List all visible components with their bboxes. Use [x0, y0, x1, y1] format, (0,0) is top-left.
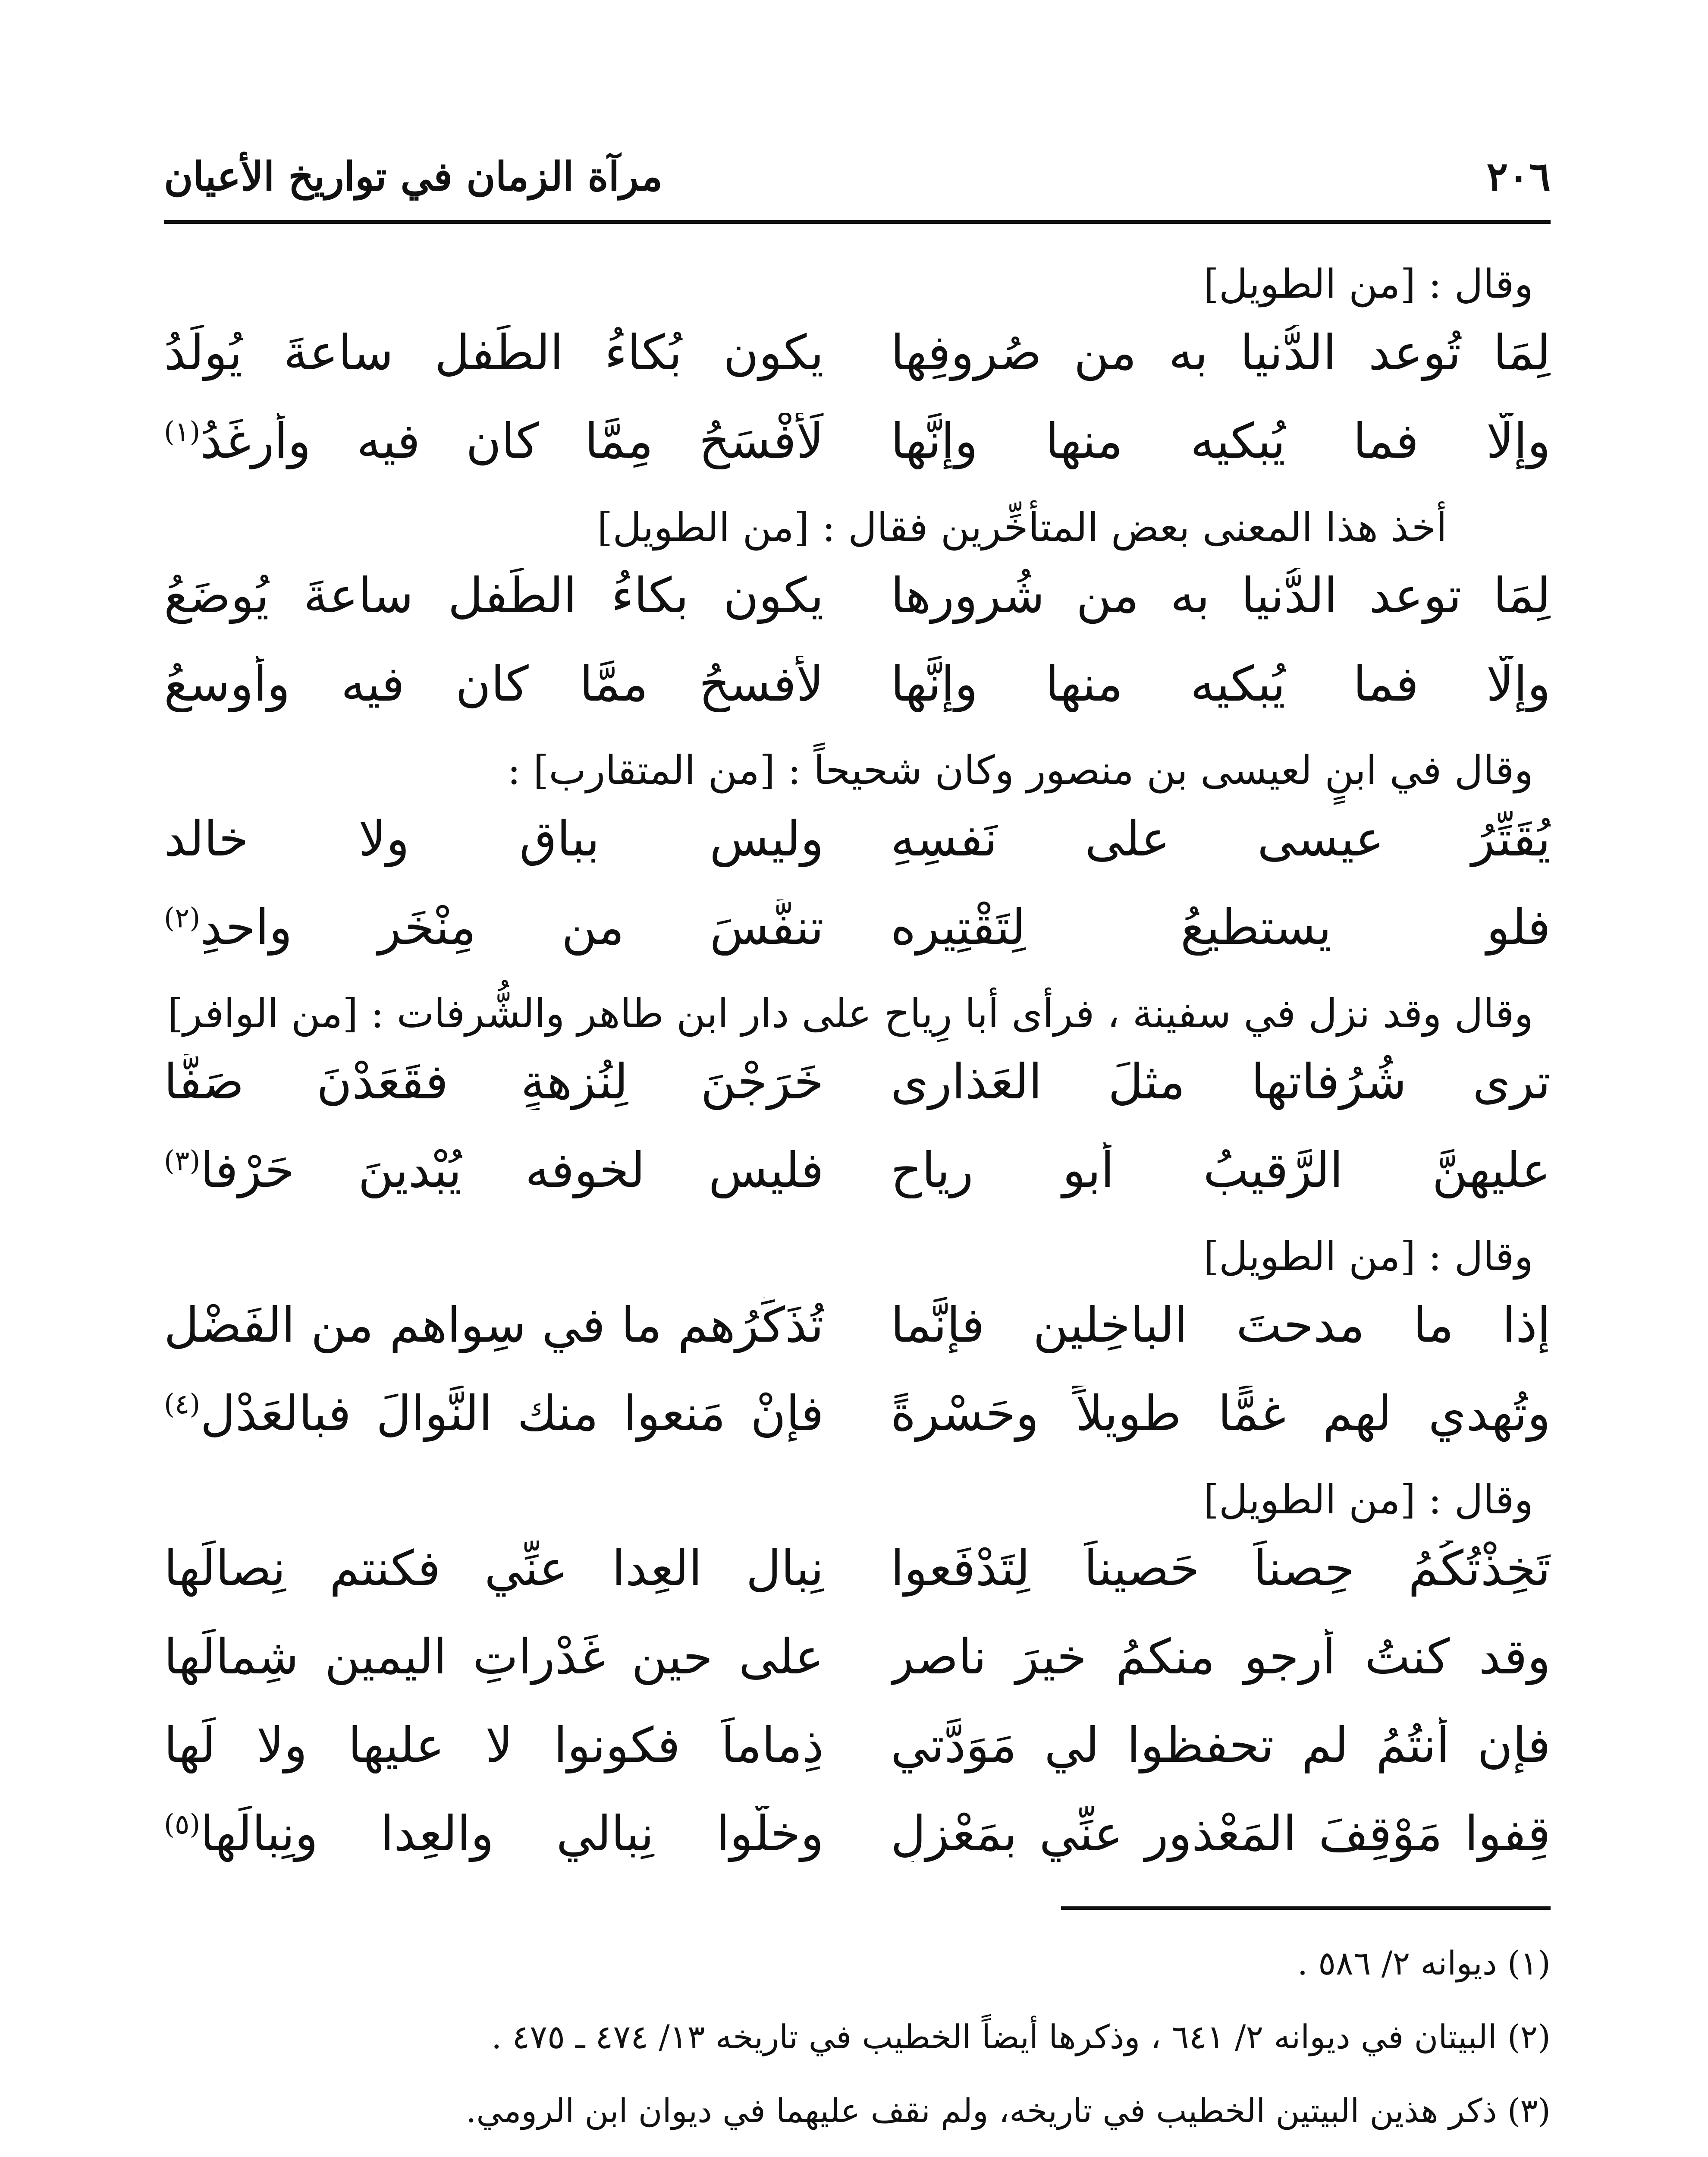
verse-line [164, 1297, 1551, 1386]
verse-first-hemistich: تَخِذْتُكُمُ حِصناً حَصيناً لِتَدْفَعوا [891, 1540, 1551, 1597]
poem-intro: وقال في ابنٍ لعيسى بن منصور وكان شحيحاً : [من المتقارب] : [507, 747, 1533, 794]
verse-second-hemistich [164, 656, 824, 712]
verse-first-hemistich: فإن أنتُمُ لم تحفظوا لي مَوَدَّتي [891, 1717, 1551, 1773]
verse-line [164, 1541, 1551, 1629]
footnote-divider [1061, 1906, 1551, 1910]
verse-text: على حين غَدْراتِ اليمين شِمالَها [164, 1629, 824, 1685]
footnote-marker: (٣) [164, 1145, 201, 1178]
verse-second-hemistich [164, 1386, 824, 1442]
verse-line [164, 899, 1551, 988]
verse-line [164, 1142, 1551, 1231]
verse-text: تُذَكِّرُهم ما في سِواهم من الفَضْلِ [164, 1297, 824, 1353]
verse-line [164, 1717, 1551, 1806]
poem-intro: وقال : [من الطويل] [1203, 261, 1533, 307]
verse-second-hemistich [164, 1541, 824, 1597]
footnote-marker: (٢) [164, 902, 201, 934]
poem-block [164, 502, 1551, 745]
page-body [164, 224, 1551, 2157]
footnote-marker: (٤) [164, 1388, 201, 1421]
verse-second-hemistich [164, 325, 824, 381]
verse-second-hemistich [164, 811, 824, 867]
verse-line [164, 568, 1551, 656]
verse-second-hemistich [164, 1297, 824, 1353]
verse-first-hemistich: قِفوا مَوْقِفَ المَعْذورِ عنِّي بمَعْزِلٍ [891, 1805, 1551, 1862]
verse-text: ذِماماً فكونوا لا عليها ولا لَها [164, 1717, 824, 1773]
verse-first-hemistich: لِمَا توعد الدُّنيا به من شُرورها [891, 568, 1551, 624]
footnotes [164, 1943, 1551, 2157]
verse-line [164, 1629, 1551, 1717]
verse-second-hemistich [164, 1629, 824, 1685]
poem-block [164, 745, 1551, 988]
verse-text: يكون بُكاءُ الطِّفلِ ساعةَ يُولَدُ [164, 324, 824, 381]
poem-block [164, 258, 1551, 502]
verse-first-hemistich: إذا ما مدحتَ الباخِلين فإنَّما [891, 1297, 1551, 1353]
verse-text: تنفَّسَ من مِنْخَرٍ واحدِ [200, 899, 824, 956]
verse-text: فإنْ مَنعوا منك النَّوالَ فبالعَدْلِ [200, 1385, 824, 1442]
verse-line [164, 811, 1551, 899]
verse-first-hemistich: فلو يستطيعُ لِتَقْتِيرِه [891, 899, 1551, 956]
verse-second-hemistich [164, 1142, 824, 1198]
page-number: ٢٠٦ [1486, 153, 1551, 200]
verse-second-hemistich [164, 1806, 824, 1862]
verse-line [164, 656, 1551, 745]
verse-text: وخلُّوا نِبالي والعِدا ونِبالَها [200, 1805, 824, 1862]
verse-text: نِبال العِدا عنِّي فكنتم نِصالَها [164, 1540, 824, 1597]
verse-second-hemistich [164, 1054, 824, 1110]
verse-line [164, 325, 1551, 413]
poem-intro: وقال وقد نزل في سفينة ، فرأى أبا رِياح على دار ابن طاهر والشُّرفات : [من الوافر] [167, 990, 1533, 1037]
verse-first-hemistich: عليهنَّ الرَّقيبُ أبو رياحٍ [891, 1142, 1551, 1199]
footnote-marker: (١) [164, 416, 201, 448]
running-title: مرآة الزمان في تواريخ الأعيان [164, 153, 663, 200]
verse-text: خَرَجْنَ لِنُزهةٍ فقَعَدْنَ صَفًّا [164, 1054, 824, 1110]
verse-text: يكون بكاءُ الطِّفل ساعةَ يُوضَعُ [164, 568, 824, 624]
verse-line [164, 1386, 1551, 1474]
verse-second-hemistich [164, 413, 824, 469]
verse-text: وليس بباقٍ ولا خالد [164, 811, 824, 867]
verse-line [164, 413, 1551, 502]
poem-block [164, 1231, 1551, 1474]
verse-first-hemistich: ترى شُرُفاتها مثلَ العَذارى [891, 1054, 1551, 1110]
verse-first-hemistich: وقد كنتُ أرجو منكمُ خيرَ ناصرٍ [891, 1629, 1551, 1685]
page-header [164, 129, 1551, 224]
verse-first-hemistich: لِمَا تُوعد الدُّنيا به من صُروفِها [891, 324, 1551, 381]
footnote-item: (٣) ذكر هذين البيتين الخطيب في تاريخه، ولم نقف عليهما في ديوان ابن الرومي. [466, 2091, 1551, 2130]
poem-intro: وقال : [من الطويل] [1203, 1476, 1533, 1523]
verse-line [164, 1806, 1551, 1894]
poem-intro: أخذ هذا المعنى بعض المتأخِّرين فقال : [من الطويل] [597, 504, 1447, 550]
verse-second-hemistich [164, 568, 824, 624]
poem-intro: وقال : [من الطويل] [1203, 1233, 1533, 1280]
verse-first-hemistich: وإلَّا فما يُبكيه منها وإنَّها [891, 413, 1551, 469]
verse-text: فليس لخوفه يُبْدينَ حَرْفا [200, 1142, 824, 1199]
verse-line [164, 1054, 1551, 1142]
footnote-item: (٢) البيتان في ديوانه ٢/ ٦٤١ ، وذكرها أيضاً الخطيب في تاريخه ١٣/ ٤٧٤ ـ ٤٧٥ . [491, 2017, 1551, 2056]
footnote-item: (١) ديوانه ٢/ ٥٨٦ . [1297, 1943, 1551, 1982]
verse-text: لأفسحُ ممَّا كان فيه وأوسعُ [164, 656, 824, 713]
verse-first-hemistich: وإلَّا فما يُبكيه منها وإنَّها [891, 656, 1551, 713]
poem-block [164, 1474, 1551, 1894]
verse-second-hemistich [164, 1717, 824, 1773]
verse-first-hemistich: يُقَتِّرُ عيسى على نَفسِهِ [891, 811, 1551, 867]
verse-second-hemistich [164, 899, 824, 956]
verse-text: لَأَفْسَحُ مِمَّا كان فيه وأرغَدُ [200, 413, 824, 469]
book-page [164, 129, 1551, 2157]
footnote-marker: (٥) [164, 1808, 201, 1841]
verse-first-hemistich: وتُهدي لهم غمًّا طويلاً وحَسْرةً [891, 1385, 1551, 1442]
poem-block [164, 988, 1551, 1231]
